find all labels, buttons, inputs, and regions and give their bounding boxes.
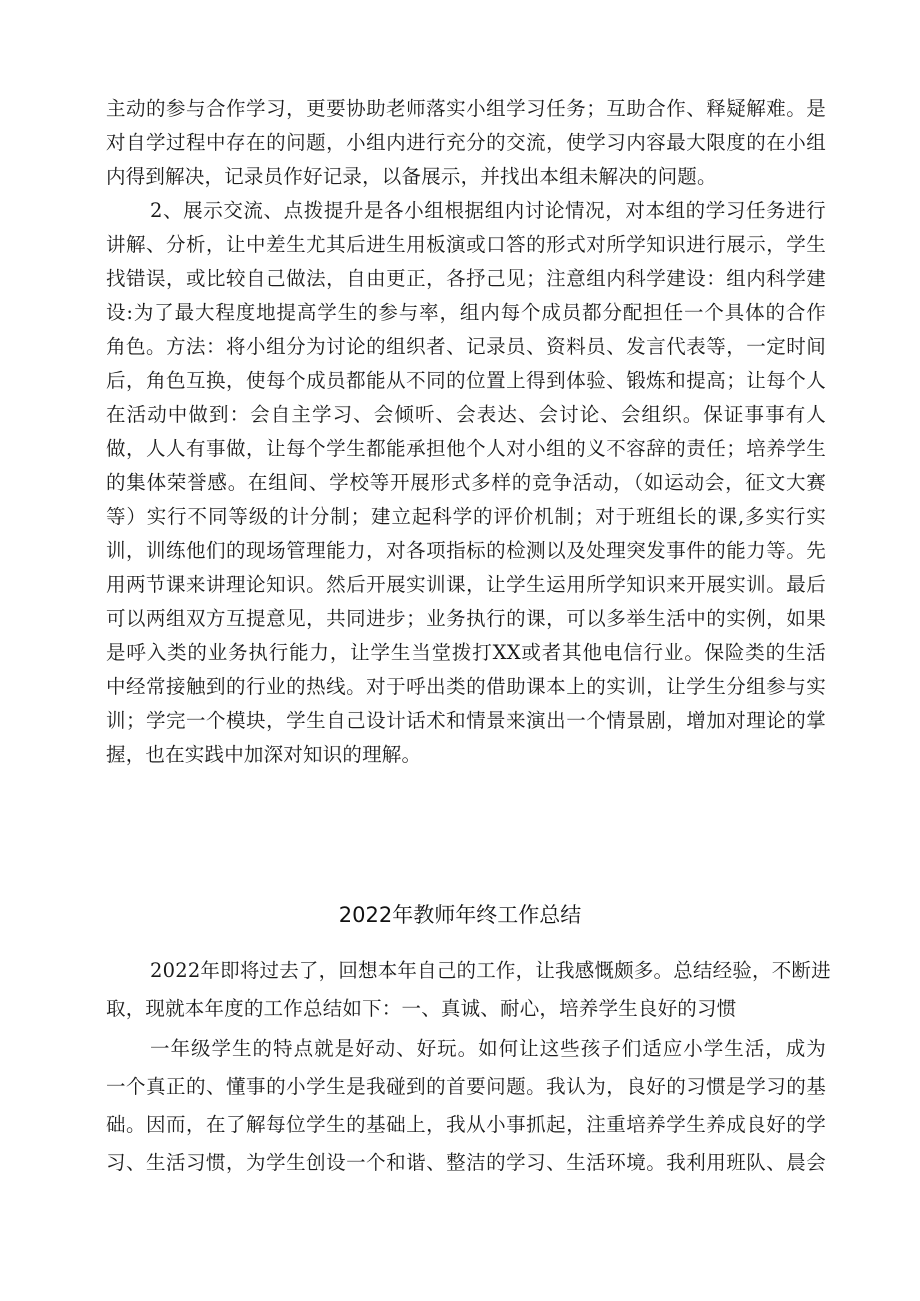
paragraph-line: 在活动中做到：会自主学习、会倾听、会表达、会讨论、会组织。保证事事有人 [106,403,826,426]
paragraph-line: 找错误，或比较自己做法，自由更正，各抒己见；注意组内科学建设：组内科学建 [106,267,826,290]
paragraph-line: 角色。方法：将小组分为讨论的组织者、记录员、资料员、发言代表等，一定时间 [106,335,826,358]
paragraph-line: 可以两组双方互提意见，共同进步；业务执行的课，可以多举生活中的实例，如果 [106,607,826,630]
paragraph-line: 取，现就本年度的工作总结如下：一、真诚、耐心，培养学生良好的习惯 [106,997,737,1020]
paragraph-line: 等）实行不同等级的计分制；建立起科学的评价机制；对于班组长的课,多实行实 [106,505,826,528]
paragraph-line: 2022年即将过去了，回想本年自己的工作，让我感慨颇多。总结经验，不断进 [150,959,831,982]
paragraph-line: 中经常接触到的行业的热线。对于呼出类的借助课本上的实训，让学生分组参与实 [106,675,826,698]
paragraph-line: 2、展示交流、点拨提升是各小组根据组内讨论情况，对本组的学习任务进行 [150,199,826,222]
paragraph-line: 一个真正的、懂事的小学生是我碰到的首要问题。我认为，良好的习惯是学习的基 [106,1075,826,1098]
paragraph-line: 础。因而，在了解每位学生的基础上，我从小事抓起，注重培养学生养成良好的学 [106,1113,826,1136]
paragraph-line: 一年级学生的特点就是好动、好玩。如何让这些孩子们适应小学生活，成为 [150,1037,826,1060]
paragraph-line: 内得到解决，记录员作好记录，以备展示，并找出本组未解决的问题。 [106,165,717,188]
paragraph-line: 用两节课来讲理论知识。然后开展实训课，让学生运用所学知识来开展实训。最后 [106,573,826,596]
paragraph-line: 习、生活习惯，为学生创设一个和谐、整洁的学习、生活环境。我利用班队、晨会 [106,1151,826,1174]
paragraph-line: 训；学完一个模块，学生自己设计话术和情景来演出一个情景剧，增加对理论的掌 [106,709,826,732]
paragraph-line: 是呼入类的业务执行能力，让学生当堂拨打XX或者其他电信行业。保险类的生活 [106,641,826,664]
paragraph-line: 训，训练他们的现场管理能力，对各项指标的检测以及处理突发事件的能力等。先 [106,539,826,562]
paragraph-line: 对自学过程中存在的问题，小组内进行充分的交流，使学习内容最大限度的在小组 [106,131,826,154]
paragraph-line: 握，也在实践中加深对知识的理解。 [106,743,422,766]
paragraph-line: 的集体荣誉感。在组间、学校等开展形式多样的竞争活动，（如运动会，征文大赛 [106,471,826,494]
document-title: 2022年教师年终工作总结 [338,903,582,927]
paragraph-line: 设:为了最大程度地提高学生的参与率，组内每个成员都分配担任一个具体的合作 [106,301,826,324]
paragraph-line: 做，人人有事做，让每个学生都能承担他个人对小组的义不容辞的责任；培养学生 [106,437,826,460]
paragraph-line: 后，角色互换，使每个成员都能从不同的位置上得到体验、锻炼和提高；让每个人 [106,369,826,392]
paragraph-line: 主动的参与合作学习，更要协助老师落实小组学习任务；互助合作、释疑解难。是 [106,97,826,120]
paragraph-line: 讲解、分析，让中差生尤其后进生用板演或口答的形式对所学知识进行展示，学生 [106,233,826,256]
